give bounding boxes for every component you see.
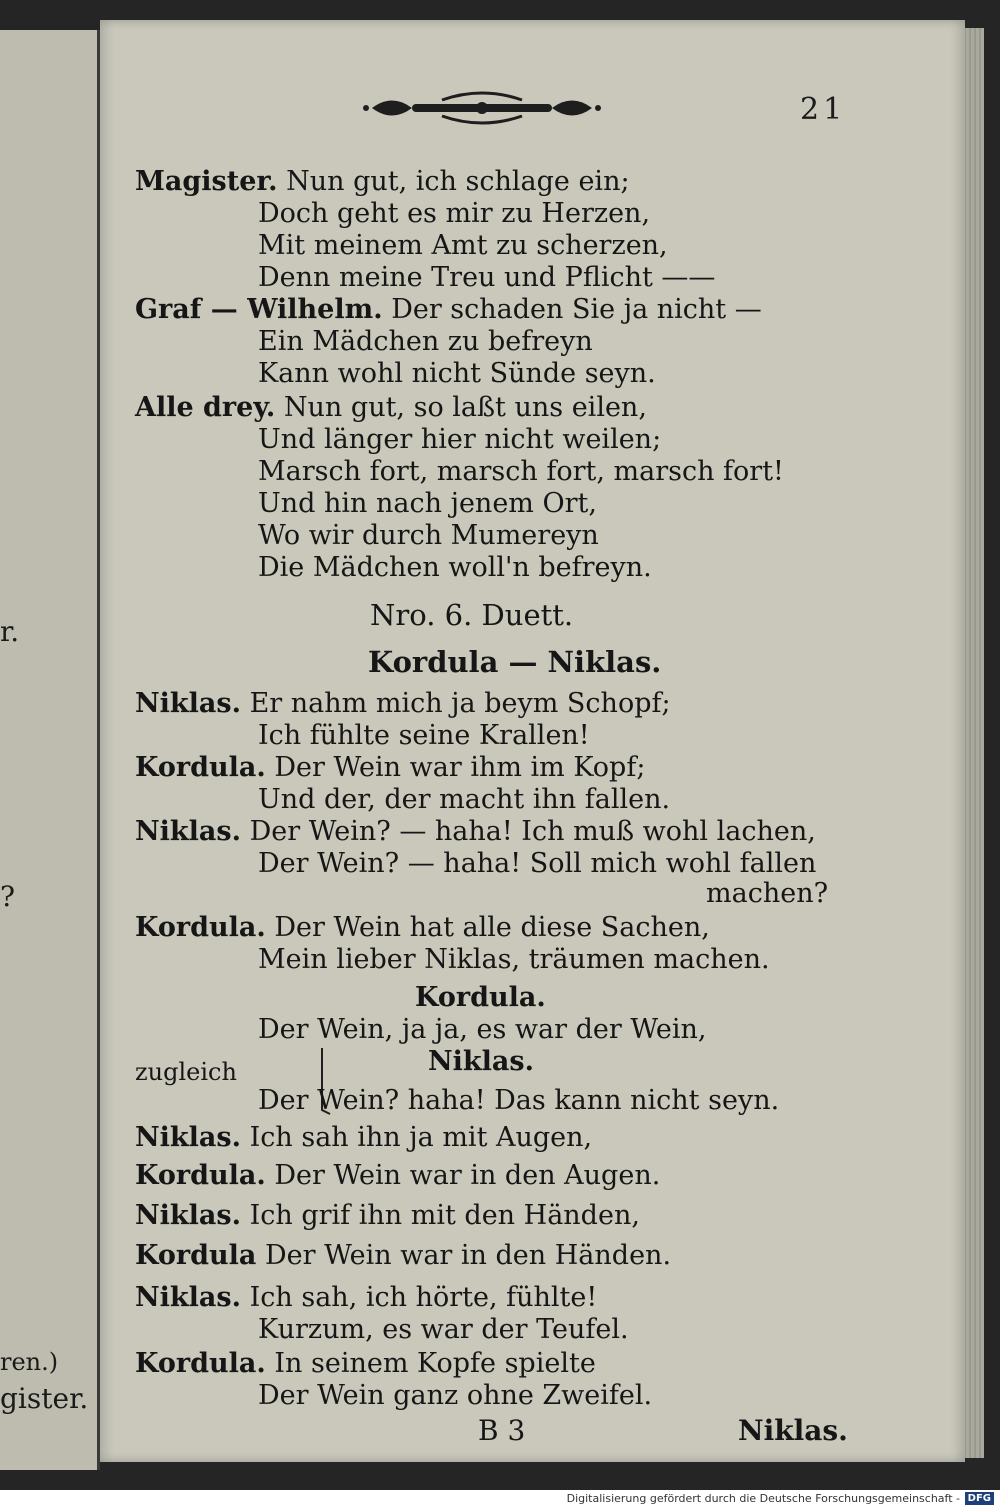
left-fragment: gister. [0, 1382, 89, 1415]
signature-mark: B 3 [478, 1414, 526, 1447]
speaker-label: Kordula. [415, 982, 546, 1013]
verse-text: Der Wein? — haha! Soll mich wohl fallen [258, 848, 817, 879]
verse-text: Und der, der macht ihn fallen. [258, 784, 671, 815]
left-fragment: r. [0, 615, 20, 648]
speaker-label: Kordula. [135, 912, 266, 943]
speaker-label: Kordula. [135, 752, 266, 783]
verse-text: Und hin nach jenem Ort, [258, 488, 597, 519]
speaker-label: Niklas. [135, 816, 241, 847]
text-line [135, 1200, 640, 1231]
text-line [135, 392, 647, 423]
ornament-vignette [362, 88, 602, 128]
verse-text: Ich fühlte seine Krallen! [258, 720, 590, 751]
verse-text: Der Wein ganz ohne Zweifel. [258, 1380, 653, 1411]
verse-text: Nun gut, ich schlage ein; [286, 166, 630, 197]
text-line [135, 166, 630, 197]
footer-bar [0, 1490, 1000, 1509]
verse-text: Und länger hier nicht weilen; [258, 424, 662, 455]
speaker-label: Kordula. [135, 1348, 266, 1379]
verse-text: Nun gut, so laßt uns eilen, [283, 392, 647, 423]
verse-text: Mit meinem Amt zu scherzen, [258, 230, 668, 261]
verse-text: Die Mädchen woll'n befreyn. [258, 552, 652, 583]
speaker-label: Kordula. [135, 1160, 266, 1191]
catchword: Niklas. [738, 1414, 848, 1447]
verse-text: Kurzum, es war der Teufel. [258, 1314, 629, 1345]
speaker-label: Niklas. [135, 1282, 241, 1313]
verse-text: Der Wein? — haha! Ich muß wohl lachen, [249, 816, 816, 847]
verse-text: Der Wein war ihm im Kopf; [274, 752, 646, 783]
text-line [135, 1240, 671, 1271]
verse-text: Kann wohl nicht Sünde seyn. [258, 358, 656, 389]
verse-text: Der Wein war in den Händen. [264, 1240, 672, 1271]
text-line [135, 688, 671, 719]
verse-text: Mein lieber Niklas, träumen machen. [258, 944, 770, 975]
speaker-label: Niklas. [135, 688, 241, 719]
text-line [135, 1160, 660, 1191]
text-line [135, 1282, 597, 1313]
verse-text: Ich grif ihn mit den Händen, [249, 1200, 640, 1231]
section-persons: Kordula — Niklas. [368, 645, 662, 679]
speaker-label: Kordula [135, 1240, 257, 1271]
text-line [135, 752, 645, 783]
verse-text: Der Wein hat alle diese Sachen, [274, 912, 710, 943]
verse-text: Marsch fort, marsch fort, marsch fort! [258, 456, 784, 487]
verse-text: Er nahm mich ja beym Schopf; [249, 688, 671, 719]
verse-text: Ich sah ihn ja mit Augen, [249, 1122, 593, 1153]
zugleich-marker: zugleich [135, 1058, 237, 1086]
verse-text: Ein Mädchen zu befreyn [258, 326, 593, 357]
speaker-label: Niklas. [135, 1200, 241, 1231]
verse-text: Denn meine Treu und Pflicht —— [258, 262, 716, 293]
footer-text: Digitalisierung gefördert durch die Deutsche Forschungsgemeinschaft - [566, 1492, 960, 1505]
verse-text: Der Wein war in den Augen. [274, 1160, 661, 1191]
text-line [135, 294, 762, 325]
text-line [135, 816, 816, 847]
speaker-label: Graf — Wilhelm. [135, 294, 383, 325]
left-page-edge [0, 30, 100, 1470]
verse-text: Der Wein? haha! Das kann nicht seyn. [258, 1085, 780, 1116]
page-edges [962, 28, 984, 1458]
section-title: Nro. 6. Duett. [370, 598, 574, 632]
page-number: 21 [800, 92, 847, 127]
text-line [135, 1348, 596, 1379]
speaker-label: Magister. [135, 166, 278, 197]
text-line [135, 912, 710, 943]
verse-text: Ich sah, ich hörte, fühlte! [249, 1282, 598, 1313]
text-line [135, 1122, 592, 1153]
verse-text: machen? [706, 878, 829, 909]
verse-text: Doch geht es mir zu Herzen, [258, 198, 651, 229]
left-fragment: ? [0, 880, 16, 913]
left-fragment: ren.) [0, 1348, 59, 1376]
speaker-label: Niklas. [135, 1122, 241, 1153]
verse-text: Der schaden Sie ja nicht — [391, 294, 762, 325]
verse-text: Wo wir durch Mumereyn [258, 520, 599, 551]
verse-text: Der Wein, ja ja, es war der Wein, [258, 1014, 707, 1045]
speaker-label: Niklas. [428, 1046, 534, 1077]
verse-text: In seinem Kopfe spielte [274, 1348, 596, 1379]
dfg-badge: DFG [965, 1492, 994, 1505]
speaker-label: Alle drey. [135, 392, 276, 423]
